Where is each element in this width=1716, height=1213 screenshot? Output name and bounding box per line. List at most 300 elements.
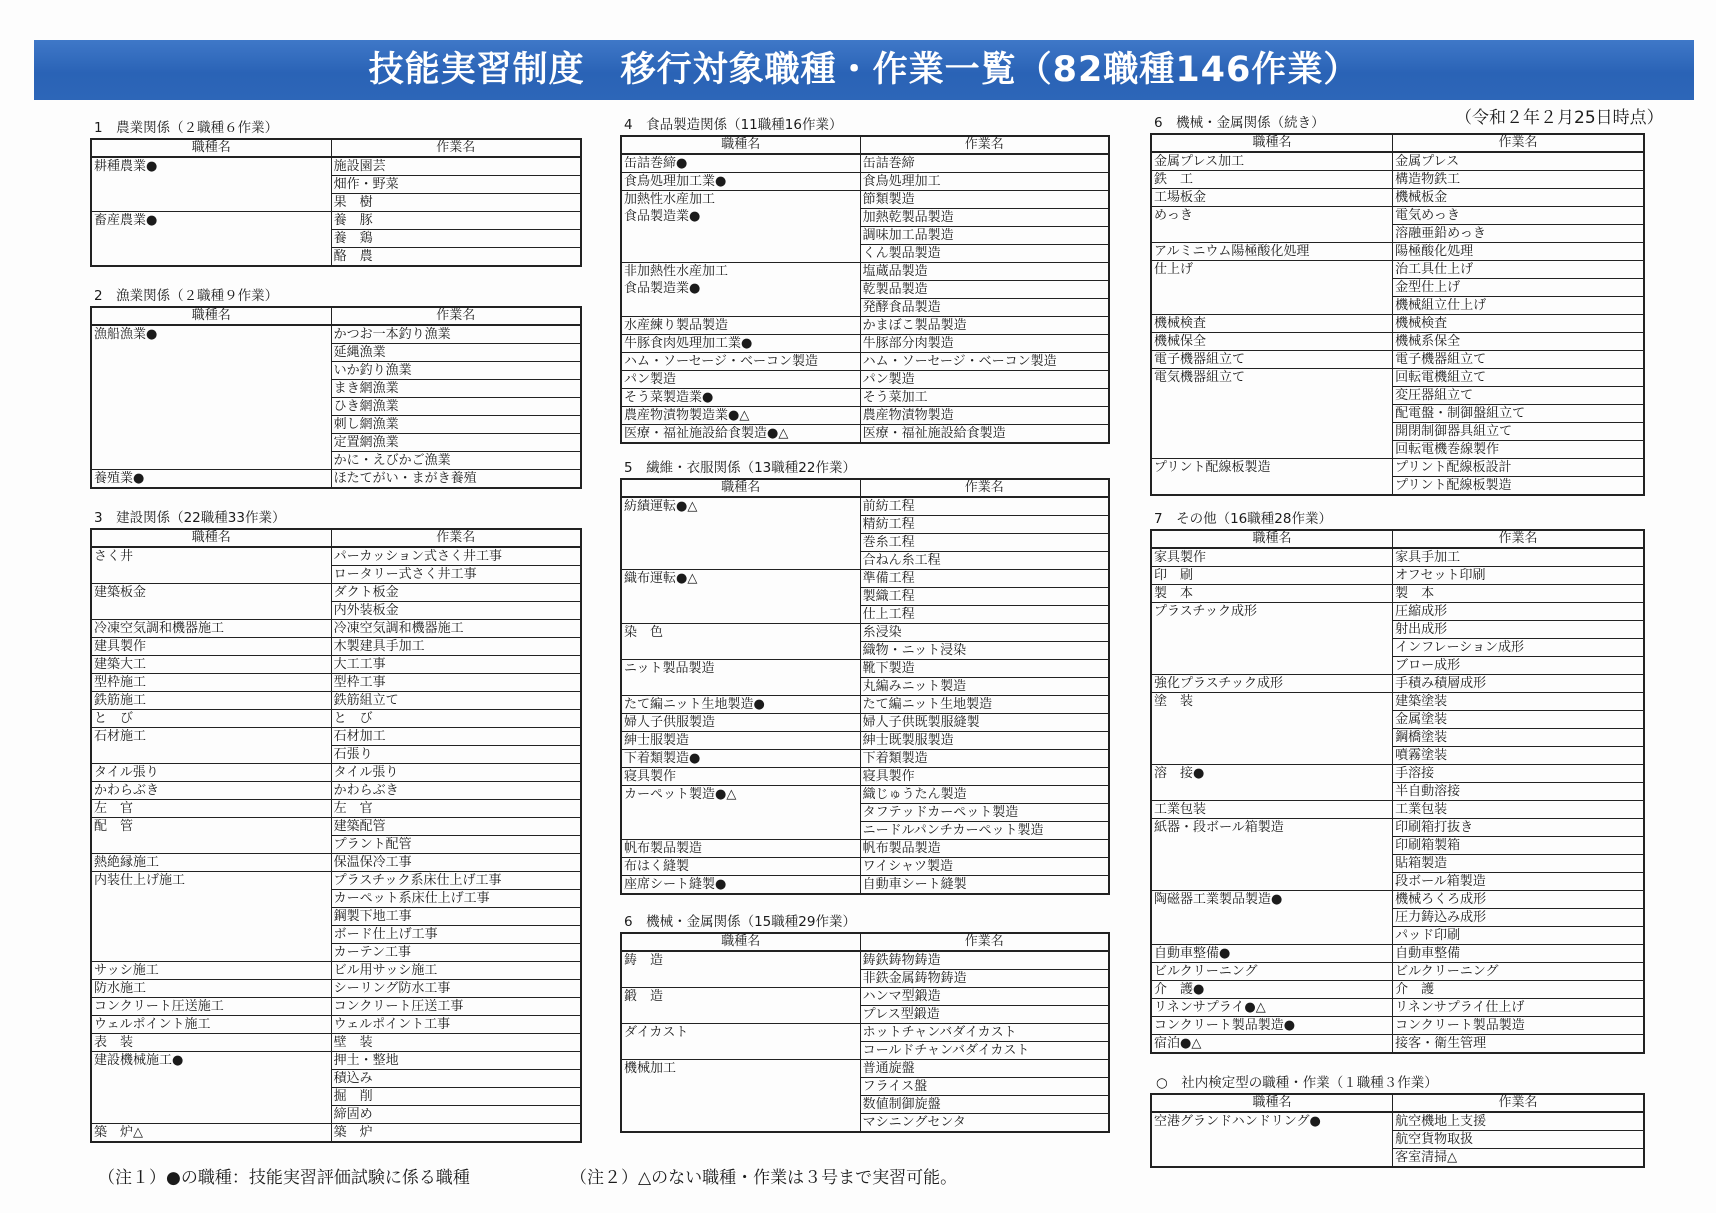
job-name-cell — [91, 728, 331, 764]
job-name: そう菜製造業● — [624, 390, 714, 405]
work-name-cell: プリント配線板製造 — [1393, 477, 1644, 496]
work-name-cell: 紳士既製服製造 — [860, 732, 1109, 750]
job-name-cell — [1151, 351, 1393, 369]
table-row — [621, 154, 1109, 173]
table-row — [91, 212, 581, 230]
table-row — [621, 425, 1109, 444]
table-row — [621, 750, 1109, 768]
job-name-cell — [1151, 189, 1393, 207]
job-name-cell — [91, 1016, 331, 1034]
job-name: 工場板金 — [1154, 190, 1207, 205]
job-name-cell — [1151, 945, 1393, 963]
job-name-cell — [1151, 675, 1393, 693]
job-table — [620, 932, 1110, 1133]
job-name-cell — [91, 638, 331, 656]
work-name-cell: 印刷箱製箱 — [1393, 837, 1644, 855]
job-name-cell — [1151, 963, 1393, 981]
table-row — [621, 988, 1109, 1006]
table-row — [91, 674, 581, 692]
work-name-cell: 精紡工程 — [860, 516, 1109, 534]
work-name-cell: と び — [331, 710, 581, 728]
table-row — [621, 173, 1109, 191]
header-job-name: 職種名 — [621, 136, 860, 154]
job-table — [1150, 1093, 1645, 1168]
job-name: 陶磁器工業製品製造● — [1154, 892, 1283, 907]
work-name-cell: 非鉄金属鋳物鋳造 — [860, 970, 1109, 988]
job-name-cell — [91, 584, 331, 620]
table-row — [1151, 801, 1644, 819]
job-name: 水産練り製品製造 — [624, 318, 729, 333]
work-name-cell: 建築塗装 — [1393, 693, 1644, 711]
table-row — [1151, 945, 1644, 963]
job-name-cell — [621, 750, 860, 768]
work-name-cell: ひき網漁業 — [331, 398, 581, 416]
work-name-cell: 自動車シート縫製 — [860, 876, 1109, 895]
job-name-cell — [621, 858, 860, 876]
work-name-cell: 鉄筋組立て — [331, 692, 581, 710]
job-name: 塗 装 — [1154, 694, 1194, 709]
work-name-cell: 金属塗装 — [1393, 711, 1644, 729]
work-name-cell: パッド印刷 — [1393, 927, 1644, 945]
table-row — [1151, 171, 1644, 189]
table-row — [91, 764, 581, 782]
work-name-cell: 圧力鋳込み成形 — [1393, 909, 1644, 927]
work-name-cell: 果 樹 — [331, 194, 581, 212]
work-name-cell: 延縄漁業 — [331, 344, 581, 362]
work-name-cell: 塩蔵品製造 — [860, 263, 1109, 281]
footnote-2: （注２）△のない職種・作業は３号まで実習可能。 — [570, 1168, 958, 1188]
job-name-cell — [91, 764, 331, 782]
job-name-cell — [621, 263, 860, 317]
job-name: 畜産農業● — [94, 213, 158, 228]
job-name: ウェルポイント施工 — [94, 1017, 211, 1032]
job-name: めっき — [1154, 208, 1193, 223]
job-name-cell — [621, 353, 860, 371]
work-name-cell: 航空機地上支援 — [1393, 1112, 1644, 1131]
header-work-name: 作業名 — [331, 139, 581, 157]
work-name-cell: 婦人子供既製服縫製 — [860, 714, 1109, 732]
table-row — [621, 335, 1109, 353]
table-row — [91, 620, 581, 638]
table-row — [1151, 315, 1644, 333]
work-name-cell: 保温保冷工事 — [331, 854, 581, 872]
section-title: 3 建設関係（22職種33作業） — [94, 510, 286, 526]
job-table — [620, 478, 1110, 895]
work-name-cell: 前紡工程 — [860, 497, 1109, 516]
work-name-cell: 大工工事 — [331, 656, 581, 674]
table-row — [621, 317, 1109, 335]
work-name-cell: かに・えびかご漁業 — [331, 452, 581, 470]
job-name: と び — [94, 711, 134, 726]
job-name-cell — [91, 325, 331, 470]
job-name: 鋳 造 — [624, 953, 664, 968]
job-name: 農産物漬物製造業●△ — [624, 408, 750, 423]
work-name-cell: 航空貨物取扱 — [1393, 1131, 1644, 1149]
work-name-cell: 発酵食品製造 — [860, 299, 1109, 317]
work-name-cell: ボード仕上げ工事 — [331, 926, 581, 944]
job-name: 食鳥処理加工業● — [624, 174, 727, 189]
table-row — [91, 782, 581, 800]
job-name: 養殖業● — [94, 471, 145, 486]
work-name-cell: 乾製品製造 — [860, 281, 1109, 299]
table-row — [621, 371, 1109, 389]
job-name: 食品製造業● — [624, 281, 701, 296]
job-name: パン製造 — [624, 372, 677, 387]
job-name-cell — [1151, 693, 1393, 765]
table-row — [621, 389, 1109, 407]
table-row — [621, 353, 1109, 371]
table-row — [621, 951, 1109, 970]
table-row — [91, 584, 581, 602]
work-name-cell: かわらぶき — [331, 782, 581, 800]
table-row — [91, 692, 581, 710]
work-name-cell: 機械板金 — [1393, 189, 1644, 207]
section-title: 6 機械・金属関係（15職種29作業） — [624, 914, 856, 930]
table-row — [91, 818, 581, 836]
table-row — [91, 157, 581, 176]
work-name-cell: プラント配管 — [331, 836, 581, 854]
work-name-cell: リネンサプライ仕上げ — [1393, 999, 1644, 1017]
work-name-cell: マシニングセンタ — [860, 1114, 1109, 1133]
job-name: 自動車整備● — [1154, 946, 1231, 961]
job-name-cell — [1151, 801, 1393, 819]
job-name-cell — [621, 951, 860, 988]
table-row — [1151, 819, 1644, 837]
job-name: 缶詰巻締● — [624, 156, 688, 171]
work-name-cell: プリント配線板設計 — [1393, 459, 1644, 477]
table-row — [621, 624, 1109, 642]
work-name-cell: ほたてがい・まがき養殖 — [331, 470, 581, 489]
section-inhouse — [1150, 1074, 1645, 1168]
job-name: かわらぶき — [94, 783, 160, 798]
table-row — [621, 786, 1109, 804]
table-row — [1151, 189, 1644, 207]
table-row — [1151, 891, 1644, 909]
section-food — [620, 116, 1110, 444]
work-name-cell: 構造物鉄工 — [1393, 171, 1644, 189]
work-name-cell: 農産物漬物製造 — [860, 407, 1109, 425]
work-name-cell: タフテッドカーペット製造 — [860, 804, 1109, 822]
job-name: 強化プラスチック成形 — [1154, 676, 1283, 691]
work-name-cell: カーペット系床仕上げ工事 — [331, 890, 581, 908]
job-name-cell — [1151, 1035, 1393, 1054]
work-name-cell: ハム・ソーセージ・ベーコン製造 — [860, 353, 1109, 371]
table-row — [1151, 765, 1644, 783]
job-name: ハム・ソーセージ・ベーコン製造 — [624, 354, 818, 369]
column-middle — [620, 112, 1110, 1133]
job-name-cell — [621, 173, 860, 191]
job-name-cell — [621, 624, 860, 660]
job-name: プラスチック成形 — [1154, 604, 1257, 619]
work-name-cell: そう菜加工 — [860, 389, 1109, 407]
job-table — [90, 306, 582, 489]
work-name-cell: 数値制御旋盤 — [860, 1096, 1109, 1114]
work-name-cell: 射出成形 — [1393, 621, 1644, 639]
work-name-cell: 掘 削 — [331, 1088, 581, 1106]
job-name-cell — [1151, 999, 1393, 1017]
header-work-name: 作業名 — [1393, 530, 1644, 548]
header-job-name: 職種名 — [91, 139, 331, 157]
job-name-cell — [91, 157, 331, 212]
work-name-cell: 準備工程 — [860, 570, 1109, 588]
table-row — [621, 876, 1109, 895]
job-name-cell — [91, 620, 331, 638]
job-name: 食品製造業● — [624, 209, 701, 224]
job-name-cell — [621, 371, 860, 389]
job-name: リネンサプライ●△ — [1154, 1000, 1266, 1015]
job-name: 仕上げ — [1154, 262, 1194, 277]
column-right — [1150, 112, 1645, 1168]
job-name-cell — [1151, 459, 1393, 496]
work-name-cell: ビルクリーニング — [1393, 963, 1644, 981]
job-table — [1150, 529, 1645, 1054]
job-name-cell — [621, 425, 860, 444]
job-name-cell — [91, 547, 331, 584]
job-name: 染 色 — [624, 625, 664, 640]
table-row — [91, 638, 581, 656]
table-row — [91, 998, 581, 1016]
work-name-cell: 織じゅうたん製造 — [860, 786, 1109, 804]
job-name: カーペット製造●△ — [624, 787, 737, 802]
job-name: 建築板金 — [94, 585, 147, 600]
job-name-cell — [91, 656, 331, 674]
job-name-cell — [621, 317, 860, 335]
job-name-cell — [621, 407, 860, 425]
section-other — [1150, 510, 1645, 1054]
table-row — [91, 962, 581, 980]
work-name-cell: ワイシャツ製造 — [860, 858, 1109, 876]
job-name: 築 炉△ — [94, 1125, 143, 1140]
job-name-cell — [1151, 548, 1393, 567]
job-name: 家具製作 — [1154, 550, 1207, 565]
table-row — [91, 470, 581, 489]
table-row — [621, 660, 1109, 678]
table-row — [1151, 1035, 1644, 1054]
header-work-name: 作業名 — [331, 529, 581, 547]
job-name: 下着類製造● — [624, 751, 701, 766]
job-name-cell — [621, 768, 860, 786]
work-name-cell: 溶融亜鉛めっき — [1393, 225, 1644, 243]
header-work-name: 作業名 — [1393, 134, 1644, 152]
job-name: ダイカスト — [624, 1025, 689, 1040]
work-name-cell: 圧縮成形 — [1393, 603, 1644, 621]
job-name-cell — [621, 660, 860, 696]
job-name: 非加熱性水産加工 — [624, 264, 729, 279]
work-name-cell: 機械ろくろ成形 — [1393, 891, 1644, 909]
job-name-cell — [1151, 1017, 1393, 1035]
table-row — [621, 768, 1109, 786]
work-name-cell: 節類製造 — [860, 191, 1109, 209]
table-row — [621, 407, 1109, 425]
work-name-cell: 巻糸工程 — [860, 534, 1109, 552]
table-row — [91, 1124, 581, 1143]
job-name: 表 装 — [94, 1035, 134, 1050]
job-name-cell — [1151, 765, 1393, 801]
header-work-name: 作業名 — [331, 307, 581, 325]
work-name-cell: 食鳥処理加工 — [860, 173, 1109, 191]
table-row — [91, 325, 581, 344]
work-name-cell: 変圧器組立て — [1393, 387, 1644, 405]
job-name: 紳士服製造 — [624, 733, 690, 748]
work-name-cell: 治工具仕上げ — [1393, 261, 1644, 279]
work-name-cell: ダクト板金 — [331, 584, 581, 602]
work-name-cell: 丸編みニット製造 — [860, 678, 1109, 696]
work-name-cell: 介 護 — [1393, 981, 1644, 999]
job-name: 冷凍空気調和機器施工 — [94, 621, 225, 636]
job-name: 機械検査 — [1154, 316, 1207, 331]
work-name-cell: インフレーション成形 — [1393, 639, 1644, 657]
work-name-cell: 貼箱製造 — [1393, 855, 1644, 873]
job-name-cell — [91, 692, 331, 710]
work-name-cell: 木製建具手加工 — [331, 638, 581, 656]
table-row — [1151, 999, 1644, 1017]
job-name-cell — [1151, 567, 1393, 585]
work-name-cell: いか釣り漁業 — [331, 362, 581, 380]
work-name-cell: タイル張り — [331, 764, 581, 782]
work-name-cell: ビル用サッシ施工 — [331, 962, 581, 980]
job-name: コンクリート製品製造● — [1154, 1018, 1296, 1033]
work-name-cell: 印刷箱打抜き — [1393, 819, 1644, 837]
job-name: 加熱性水産加工 — [624, 192, 716, 207]
work-name-cell: たて編ニット生地製造 — [860, 696, 1109, 714]
table-row — [91, 800, 581, 818]
work-name-cell: コンクリート圧送工事 — [331, 998, 581, 1016]
section-cons — [90, 509, 582, 1143]
header-job-name: 職種名 — [91, 307, 331, 325]
work-name-cell: 缶詰巻締 — [860, 154, 1109, 173]
work-name-cell: パン製造 — [860, 371, 1109, 389]
job-name-cell — [1151, 333, 1393, 351]
header-work-name: 作業名 — [860, 136, 1109, 154]
job-name-cell — [1151, 981, 1393, 999]
section-title: 2 漁業関係（２職種９作業） — [94, 288, 279, 304]
work-name-cell: 鋼製下地工事 — [331, 908, 581, 926]
table-row — [1151, 152, 1644, 171]
header-job-name: 職種名 — [621, 479, 860, 497]
job-name-cell — [91, 470, 331, 489]
work-name-cell: 押土・整地 — [331, 1052, 581, 1070]
page-title-banner — [34, 40, 1694, 100]
work-name-cell: 回転電機組立て — [1393, 369, 1644, 387]
table-row — [1151, 243, 1644, 261]
work-name-cell: 定置網漁業 — [331, 434, 581, 452]
table-row — [91, 547, 581, 566]
work-name-cell: 開閉制御器具組立て — [1393, 423, 1644, 441]
table-row — [621, 191, 1109, 209]
work-name-cell: 寝具製作 — [860, 768, 1109, 786]
work-name-cell: ウェルポイント工事 — [331, 1016, 581, 1034]
job-name-cell — [1151, 315, 1393, 333]
work-name-cell: プレス型鍛造 — [860, 1006, 1109, 1024]
table-row — [621, 1060, 1109, 1078]
section-metal1 — [620, 913, 1110, 1133]
section-title: 4 食品製造関係（11職種16作業） — [624, 117, 843, 133]
job-name-cell — [621, 191, 860, 263]
work-name-cell: 回転電機巻線製作 — [1393, 441, 1644, 459]
page-title: 技能実習制度 移行対象職種・作業一覧（82職種146作業） — [368, 50, 1360, 90]
job-name-cell — [1151, 243, 1393, 261]
work-name-cell: パーカッション式さく井工事 — [331, 547, 581, 566]
work-name-cell: カーテン工事 — [331, 944, 581, 962]
work-name-cell: かつお一本釣り漁業 — [331, 325, 581, 344]
work-name-cell: 加熱乾製品製造 — [860, 209, 1109, 227]
job-name: 婦人子供服製造 — [624, 715, 716, 730]
work-name-cell: 型枠工事 — [331, 674, 581, 692]
work-name-cell: 石材加工 — [331, 728, 581, 746]
job-name: 漁船漁業● — [94, 327, 158, 342]
job-name-cell — [621, 714, 860, 732]
header-job-name: 職種名 — [91, 529, 331, 547]
job-name: アルミニウム陽極酸化処理 — [1154, 244, 1310, 259]
work-name-cell: 内外装板金 — [331, 602, 581, 620]
table-row — [1151, 1112, 1644, 1131]
work-name-cell: 築 炉 — [331, 1124, 581, 1143]
work-name-cell: 手溶接 — [1393, 765, 1644, 783]
table-row — [1151, 261, 1644, 279]
work-name-cell: 接客・衛生管理 — [1393, 1035, 1644, 1054]
work-name-cell: ハンマ型鍛造 — [860, 988, 1109, 1006]
work-name-cell: 帆布製品製造 — [860, 840, 1109, 858]
section-fiber — [620, 459, 1110, 895]
job-name-cell — [91, 1034, 331, 1052]
work-name-cell: 牛豚部分肉製造 — [860, 335, 1109, 353]
work-name-cell: 壁 装 — [331, 1034, 581, 1052]
table-row — [1151, 675, 1644, 693]
job-name-cell — [1151, 207, 1393, 243]
work-name-cell: 積込み — [331, 1070, 581, 1088]
table-row — [1151, 981, 1644, 999]
table-row — [91, 854, 581, 872]
job-name: 空港グランドハンドリング● — [1154, 1114, 1321, 1129]
work-name-cell: 施設園芸 — [331, 157, 581, 176]
work-name-cell: 機械組立仕上げ — [1393, 297, 1644, 315]
work-name-cell: 糸浸染 — [860, 624, 1109, 642]
job-table — [90, 138, 582, 267]
table-row — [1151, 1017, 1644, 1035]
work-name-cell: 製織工程 — [860, 588, 1109, 606]
job-name: 帆布製品製造 — [624, 841, 703, 856]
job-name: 配 管 — [94, 819, 134, 834]
job-name: 耕種農業● — [94, 159, 158, 174]
table-row — [91, 1052, 581, 1070]
table-row — [91, 656, 581, 674]
job-name-cell — [91, 710, 331, 728]
header-work-name: 作業名 — [1393, 1094, 1644, 1112]
job-name: 溶 接● — [1154, 766, 1205, 781]
header-job-name: 職種名 — [1151, 1094, 1393, 1112]
work-name-cell: 普通旋盤 — [860, 1060, 1109, 1078]
work-name-cell: 家具手加工 — [1393, 548, 1644, 567]
work-name-cell: 医療・福祉施設給食製造 — [860, 425, 1109, 444]
job-name-cell — [621, 876, 860, 895]
job-name-cell — [91, 674, 331, 692]
work-name-cell: 客室清掃△ — [1393, 1149, 1644, 1168]
table-row — [621, 858, 1109, 876]
job-name-cell — [91, 998, 331, 1016]
table-row — [1151, 351, 1644, 369]
job-name: 紙器・段ボール箱製造 — [1154, 820, 1284, 835]
job-name: 宿泊●△ — [1154, 1036, 1202, 1051]
job-name-cell — [1151, 369, 1393, 459]
work-name-cell: ロータリー式さく井工事 — [331, 566, 581, 584]
table-row — [621, 570, 1109, 588]
job-name: 牛豚食肉処理加工業● — [624, 336, 753, 351]
job-name-cell — [91, 782, 331, 800]
table-row — [621, 1024, 1109, 1042]
work-name-cell: ホットチャンバダイカスト — [860, 1024, 1109, 1042]
table-row — [1151, 567, 1644, 585]
table-row — [91, 710, 581, 728]
